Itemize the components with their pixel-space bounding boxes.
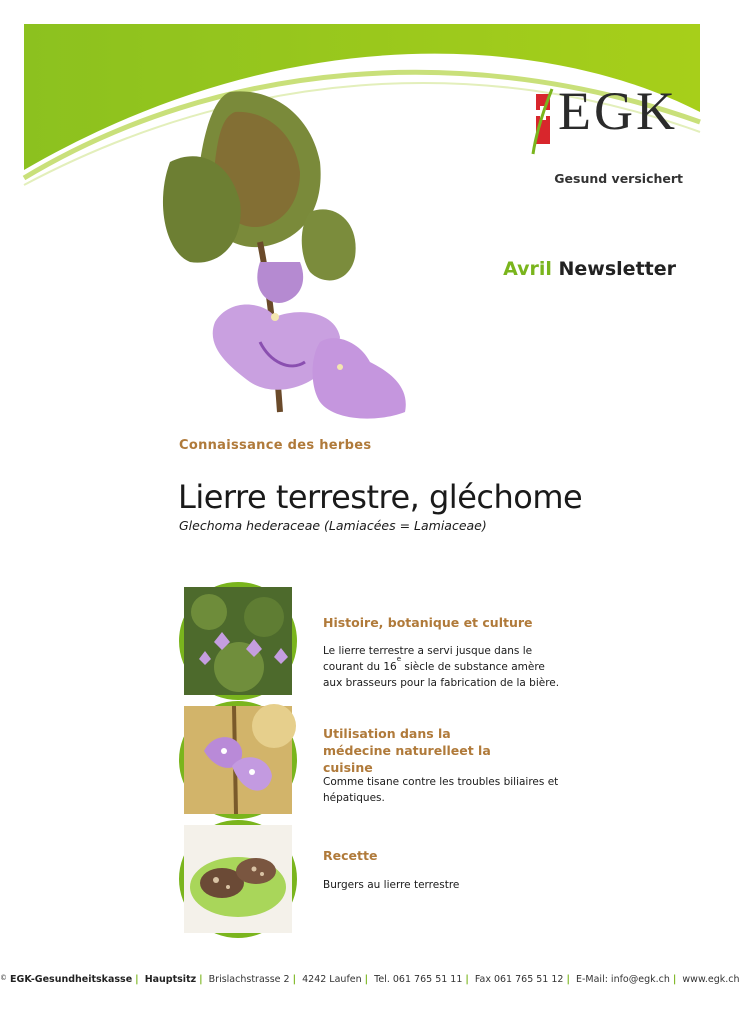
ground-ivy-flowers [213,262,406,419]
footer-company: EGK-Gesundheitskasse [10,974,133,985]
section-body-recipe: Burgers au lierre terrestre [323,879,460,891]
article-title: Lierre terrestre, gléchome [178,478,583,516]
newsletter-month: Avril [503,258,552,280]
newsletter-label [503,258,676,280]
section-image-plant [179,582,297,700]
footer-email-link[interactable]: E-Mail: info@egk.ch [575,974,670,985]
section-heading-usage: Utilisation dans la médecine naturelleet la cuisine [323,726,491,775]
footer-copyright: © [0,974,7,982]
section-heading-history: Histoire, botanique et culture [323,615,533,630]
footer-tel: Tel. 061 765 51 11 [374,974,463,985]
burgers-on-lettuce-photo [184,825,292,933]
egk-logo[interactable] [528,81,688,194]
logo-wordmark: EGK [558,81,678,141]
hero-plant-image [160,92,420,422]
page-footer: © EGK-Gesundheitskasse | Hauptsitz | Brislachstrasse 2 | 4242 Laufen | Tel. 061 765 51 11 | Fax 061 765 51 12 | E-Mail: info@egk.ch | www.egk.ch [0,974,740,985]
ground-ivy-plant-photo [184,587,292,695]
section-body-usage: Comme tisane contre les troubles biliaires et hépatiques. [323,776,559,804]
footer-fax: Fax 061 765 51 12 [474,974,564,985]
section-heading-recipe: Recette [323,848,378,863]
article-category: Connaissance des herbes [179,438,372,453]
section-image-flower [179,701,297,819]
swiss-cross-logo-mark-icon [528,84,558,164]
footer-street: Brislachstrasse 2 [208,974,290,985]
newsletter-word: Newsletter [558,258,676,280]
article-subtitle: Glechoma hederaceae (Lamiacées = Lamiaceae) [179,518,487,533]
footer-city: 4242 Laufen [302,974,362,985]
footer-hq: Hauptsitz [144,974,197,985]
footer-web-link[interactable]: www.egk.ch [682,974,740,985]
section-body-history: Le lierre terrestre a servi jusque dans le courant du 16e siècle de substance amère aux brasseurs pour la fabrication de la bière. [323,645,560,689]
ground-ivy-flower-photo [184,706,292,814]
logo-tagline: Gesund versichert [554,171,683,186]
section-image-recipe [179,820,297,938]
